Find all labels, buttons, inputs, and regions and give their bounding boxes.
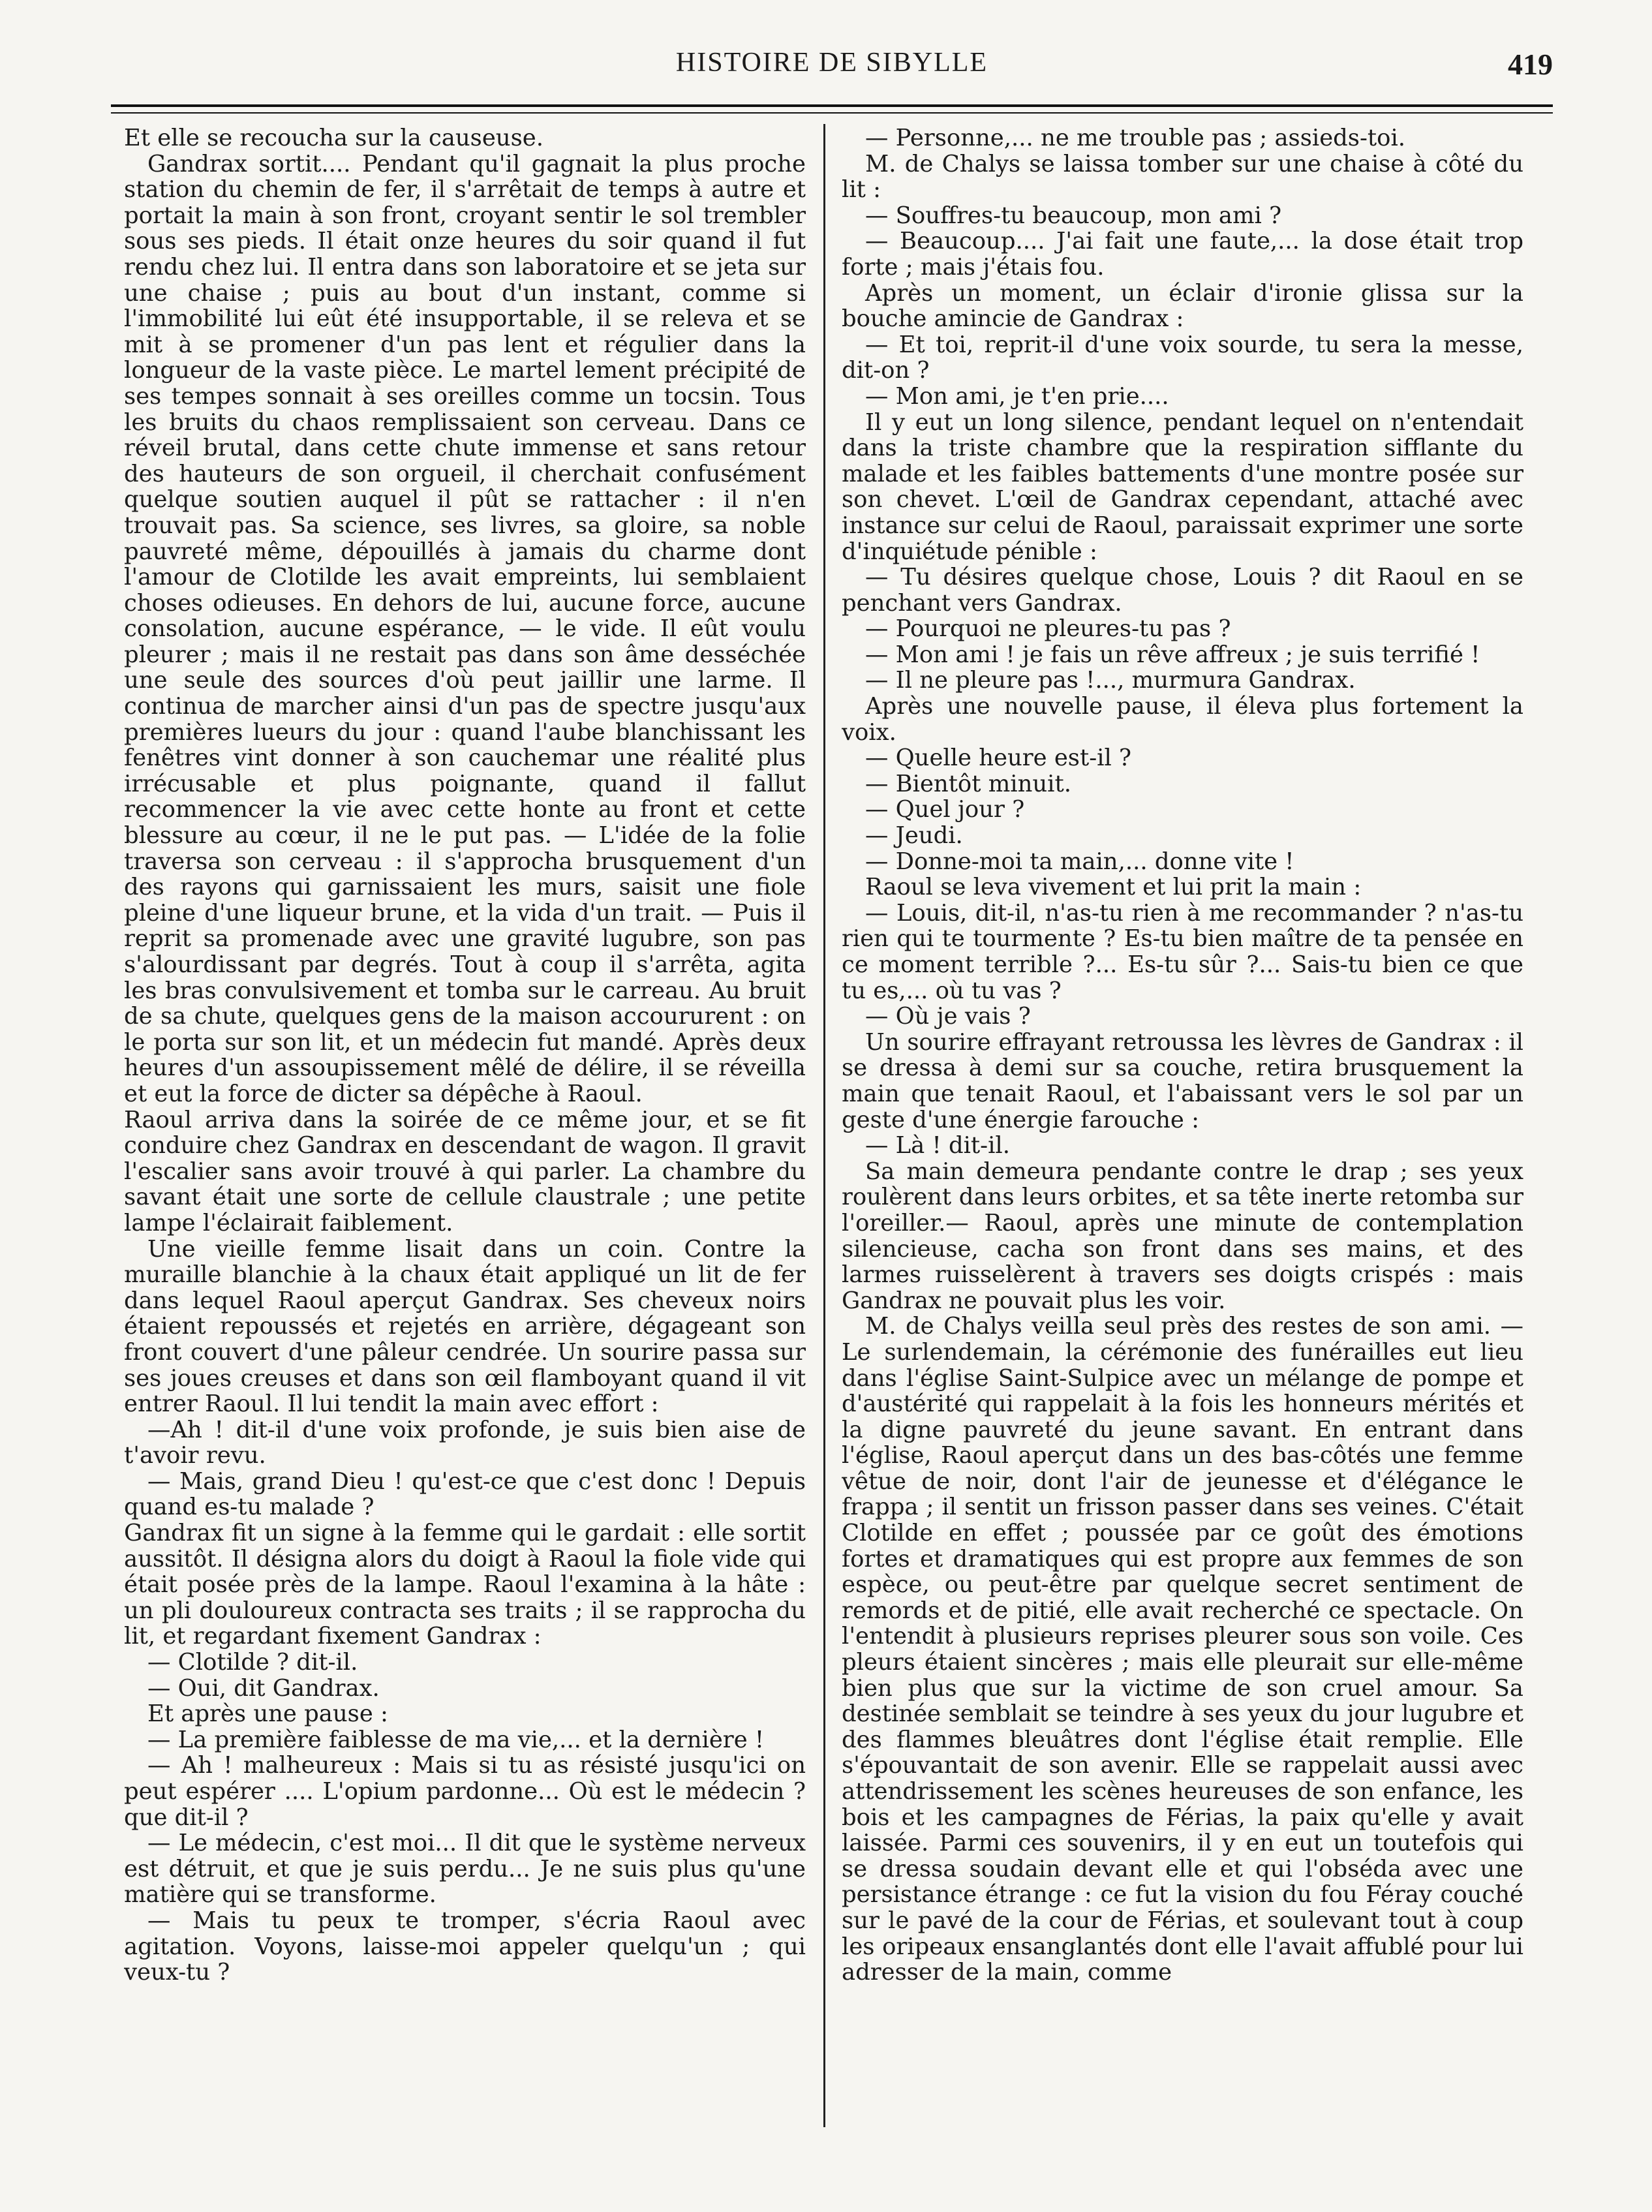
paragraph: — Donne-moi ta main,... donne vite ! — [865, 848, 1294, 875]
column-divider — [823, 124, 825, 2127]
paragraph: Raoul arriva dans la soirée de ce même jour, et se fit conduire chez Gandrax en descendant de wagon. Il gravit l'escalier sans avoir trouvé à qui parler. La chambre du savant était une sorte de cellule claustrale ; une petite lampe l'éclairait faiblement. — [124, 1106, 806, 1237]
paragraph: Après un moment, un éclair d'ironie glissa sur la bouche amincie de Gandrax : — [842, 279, 1523, 333]
paragraph: — Là ! dit-il. — [865, 1132, 1011, 1160]
paragraph: — Tu désires quelque chose, Louis ? dit Raoul en se penchant vers Gandrax. — [842, 564, 1523, 617]
paragraph: Gandrax fit un signe à la femme qui le gardait : elle sortit aussitôt. Il désigna alors du doigt à Raoul la fiole vide qui était posée près de la lampe. Raoul l'examina à la hâte : un pli douloureux contracta ses traits ; il se rapprocha du lit, et regardant fixement Gandrax : — [124, 1520, 806, 1650]
paragraph: — Il ne pleure pas !..., murmura Gandrax. — [865, 667, 1356, 694]
paragraph: Et après une pause : — [147, 1700, 388, 1728]
paragraph: — Souffres-tu beaucoup, mon ami ? — [865, 202, 1282, 229]
paragraph: — Mon ami ! je fais un rêve affreux ; je suis terrifié ! — [865, 641, 1480, 668]
paragraph: — Quelle heure est-il ? — [865, 745, 1132, 772]
paragraph: — Mais tu peux te tromper, s'écria Raoul avec agitation. Voyons, laisse-moi appeler quelqu'un ; qui veux-tu ? — [124, 1907, 806, 1986]
paragraph: — Mon ami, je t'en prie.... — [865, 382, 1169, 410]
paragraph: Il y eut un long silence, pendant lequel on n'entendait dans la triste chambre que la respiration sifflante du malade et les faibles battements d'une montre posée sur son chevet. L'œil de Gandrax cependant, attaché avec instance sur celui de Raoul, paraissait exprimer une sorte d'inquiétude pénible : — [842, 408, 1523, 565]
page-number: 419 — [1508, 48, 1553, 81]
paragraph: — Où je vais ? — [865, 1003, 1031, 1030]
paragraph: — Clotilde ? dit-il. — [147, 1649, 358, 1676]
paragraph: Un sourire effrayant retroussa les lèvres de Gandrax : il se dressa à demi sur sa couche, retira brusquement la main que tenait Raoul, et l'abaissant vers le sol par un geste d'une énergie farouche : — [842, 1028, 1523, 1133]
paragraph: M. de Chalys veilla seul près des restes de son ami. — Le surlendemain, la cérémonie des funérailles eut lieu dans l'église Saint-Sulpice avec un mélange de pompe et d'austérité qui rappelait à la fois les honneurs mérités et la digne pauvreté du jeune savant. En entrant dans l'église, Raoul aperçut dans un des bas-côtés une femme vêtue de noir, dont l'air de jeunesse et d'élégance le frappa ; il sentit un frisson passer dans ses veines. C'était Clotilde en effet ; poussée par ce goût des émotions fortes et dramatiques qui est propre aux femmes de son espèce, ou peut-être par quelque secret sentiment de remords et de pitié, elle avait recherché ce spectacle. On l'entendit à plusieurs reprises pleurer sous son voile. Ces pleurs étaient sincères ; mais elle pleurait sur elle-même bien plus que sur la victime de son cruel amour. Sa destinée semblait se teindre à ses yeux du jour lugubre et des flammes bleuâtres dont l'église était remplie. Elle s'épouvantait de son avenir. Elle se rappelait aussi avec attendrissement les scènes heureuses de son enfance, les bois et les campagnes de Férias, la paix qu'elle y avait laissée. Parmi ces souvenirs, il y en eut un toutefois qui se dressa soudain devant elle et qui l'obséda avec une persistance étrange : ce fut la vision du fou Féray couché sur le pavé de la cour de Férias, et soulevant tout à coup les oripeaux ensanglantés dont elle l'avait affublé pour lui adresser de la main, comme — [842, 1313, 1523, 1986]
paragraph: M. de Chalys se laissa tomber sur une chaise à côté du lit : — [842, 150, 1523, 204]
paragraph: — Personne,... ne me trouble pas ; assieds-toi. — [865, 125, 1406, 151]
paragraph: — Ah ! malheureux : Mais si tu as résisté jusqu'ici on peut espérer .... L'opium pardonne... Où est le médecin ? que dit-il ? — [124, 1752, 806, 1831]
paragraph: Gandrax sortit.... Pendant qu'il gagnait la plus proche station du chemin de fer, il s'arrêtait de temps à autre et portait la main à son front, croyant sentir le sol trembler sous ses pieds. Il était onze heures du soir quand il fut rendu chez lui. Il entra dans son laboratoire et se jeta sur une chaise ; puis au bout d'un instant, comme si l'immobilité lui eût été insupportable, il se releva et se mit à se promener d'un pas lent et régulier dans la longueur de la vaste pièce. Le martel lement précipité de ses tempes sonnait à ses oreilles comme un tocsin. Tous les bruits du chaos remplissaient son cerveau. Dans ce réveil brutal, dans cette chute immense et sans retour des hauteurs de son orgueil, il cherchait confusément quelque soutien auquel il pût se rattacher : il n'en trouvait pas. Sa science, ses livres, sa gloire, sa noble pauvreté même, dépouillés à jamais du charme dont l'amour de Clotilde les avait empreints, lui semblaient choses odieuses. En dehors de lui, aucune force, aucune consolation, aucune espérance, — le vide. Il eût voulu pleurer ; mais il ne restait pas dans son âme desséchée une seule des sources d'où peut jaillir une larme. Il continua de marcher ainsi d'un pas de spectre jusqu'aux premières lueurs du jour : quand l'aube blanchissant les fenêtres vint donner à son cauchemar une réalité plus irrécusable et plus poignante, quand il fallut recommencer la vie avec cette honte au front et cette blessure au cœur, il ne le put pas. — L'idée de la folie traversa son cerveau : il s'approcha brusquement d'un des rayons qui garnissaient les murs, saisit une fiole pleine d'une liqueur brune, et la vida d'un trait. — Puis il reprit sa promenade avec une gravité lugubre, son pas s'alourdissant par degrés. Tout à coup il s'arrêta, agita les bras convulsivement et tomba sur le carreau. Au bruit de sa chute, quelques gens de la maison accoururent : on le porta sur son lit, et un médecin fut mandé. Après deux heures d'un assoupissement mêlé de délire, il se réveilla et eut la force de dicter sa dépêche à Raoul. — [124, 150, 806, 1107]
paragraph: — Louis, dit-il, n'as-tu rien à me recommander ? n'as-tu rien qui te tourmente ? Es-tu bien maître de ta pensée en ce moment terrible ?... Es-tu sûr ?... Sais-tu bien ce que tu es,... où tu vas ? — [842, 899, 1523, 1004]
right-column — [842, 125, 1523, 2102]
paragraph: Et elle se recoucha sur la causeuse. — [124, 125, 543, 151]
left-column — [124, 125, 806, 2102]
paragraph: — Pourquoi ne pleures-tu pas ? — [865, 615, 1231, 643]
paragraph: — Le médecin, c'est moi... Il dit que le système nerveux est détruit, et que je suis perdu... Je ne suis plus qu'une matière qui se transforme. — [124, 1830, 806, 1909]
paragraph: Sa main demeura pendante contre le drap ; ses yeux roulèrent dans leurs orbites, et sa tête inerte retomba sur l'oreiller.— Raoul, après une minute de contemplation silencieuse, cacha son front dans ses mains, et des larmes ruisselèrent à travers ses doigts crispés : mais Gandrax ne pouvait plus les voir. — [842, 1158, 1523, 1314]
paragraph: Une vieille femme lisait dans un coin. Contre la muraille blanchie à la chaux était appliqué un lit de fer dans lequel Raoul aperçut Gandrax. Ses cheveux noirs étaient repoussés et rejetés en arrière, dégageant son front couvert d'une pâleur cendrée. Un sourire passa sur ses joues creuses et dans son œil flamboyant quand il vit entrer Raoul. Il lui tendit la main avec effort : — [124, 1235, 806, 1418]
paragraph: — Et toi, reprit-il d'une voix sourde, tu sera la messe, dit-on ? — [842, 331, 1523, 384]
paragraph: — La première faiblesse de ma vie,... et la dernière ! — [147, 1726, 765, 1753]
paragraph: — Quel jour ? — [865, 796, 1025, 823]
page-header — [111, 47, 1553, 93]
paragraph: Après une nouvelle pause, il éleva plus fortement la voix. — [842, 693, 1523, 746]
paragraph: — Jeudi. — [865, 822, 963, 850]
header-rule-thin — [111, 112, 1553, 114]
paragraph: Raoul se leva vivement et lui prit la main : — [865, 874, 1362, 901]
paragraph: — Mais, grand Dieu ! qu'est-ce que c'est donc ! Depuis quand es-tu malade ? — [124, 1467, 806, 1521]
paragraph: — Bientôt minuit. — [865, 770, 1071, 797]
header-rule-thick — [111, 104, 1553, 107]
paragraph: —Ah ! dit-il d'une voix profonde, je suis bien aise de t'avoir revu. — [124, 1416, 806, 1469]
paragraph: — Oui, dit Gandrax. — [147, 1674, 380, 1702]
paragraph: — Beaucoup.... J'ai fait une faute,... la dose était trop forte ; mais j'étais fou. — [842, 228, 1523, 281]
running-title: HISTOIRE DE SIBYLLE — [675, 48, 988, 78]
